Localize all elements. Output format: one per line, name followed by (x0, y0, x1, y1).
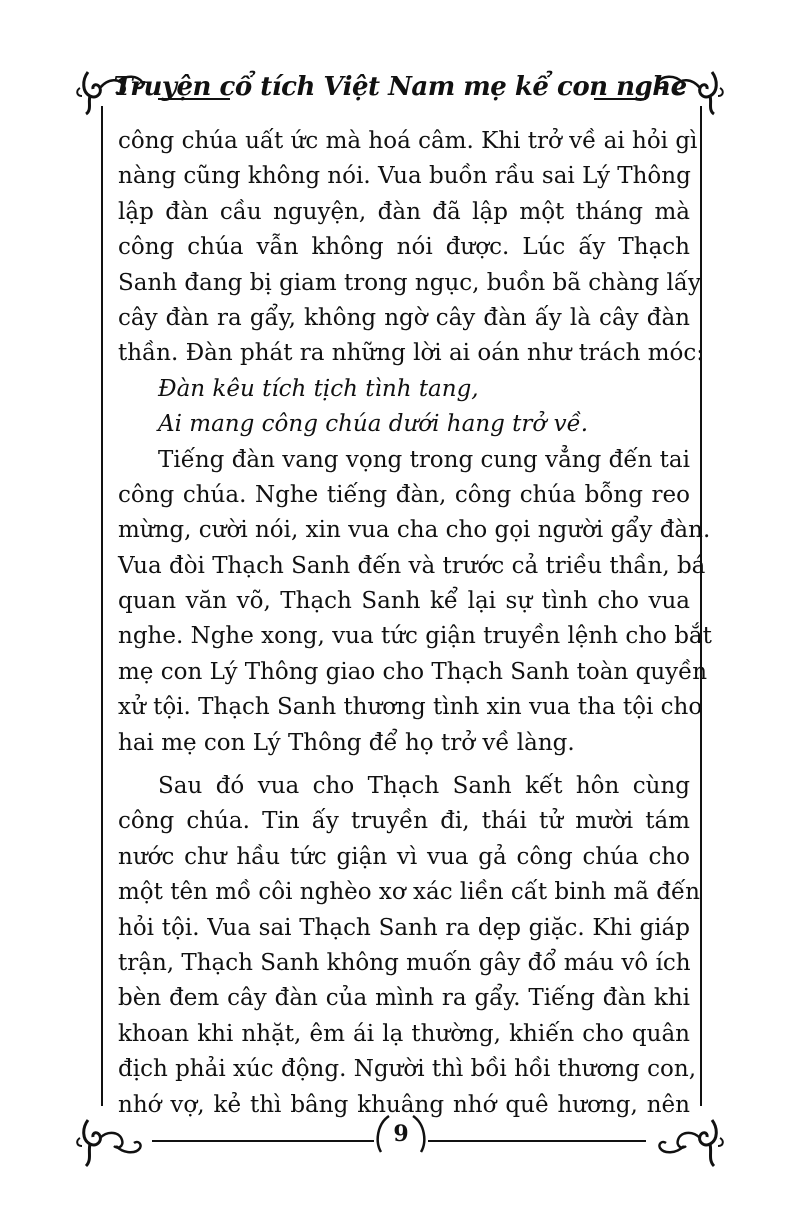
footer-rule-left (152, 1140, 374, 1142)
footer-right-flourish-ornament (646, 1110, 726, 1170)
text-line: nước chư hầu tức giận vì vua gả công chúa cho (118, 843, 690, 870)
paragraph-1 (118, 124, 705, 372)
text-line: một tên mồ côi nghèo xơ xác liền cất binh mã đến (118, 879, 700, 906)
page-footer (0, 1110, 800, 1180)
running-title: Truyện cổ tích Việt Nam mẹ kể con nghe (113, 72, 687, 102)
text-line: công chúa. Tin ấy truyền đi, thái tử mười tám (118, 808, 690, 835)
right-frame-line (700, 106, 702, 1106)
text-line: mẹ con Lý Thông giao cho Thạch Sanh toàn quyền (118, 658, 708, 685)
footer-left-flourish-ornament (74, 1110, 154, 1170)
text-line: nhớ vợ, kẻ thì bâng khuâng nhớ quê hương, nên (118, 1091, 690, 1118)
text-line: bèn đem cây đàn của mình ra gẩy. Tiếng đàn khi (118, 985, 690, 1012)
paragraph-gap (118, 761, 690, 769)
right-flourish-ornament (646, 66, 726, 116)
verse-block (118, 372, 690, 443)
left-frame-line (101, 106, 103, 1106)
text-line: Sanh đang bị giam trong ngục, buồn bã chàng lấy (118, 269, 701, 296)
text-line: quan văn võ, Thạch Sanh kể lại sự tình cho vua (118, 588, 690, 615)
text-line: công chúa uất ức mà hoá câm. Khi trở về ai hỏi gì (118, 128, 698, 154)
text-line: Sau đó vua cho Thạch Sanh kết hôn cùng (158, 773, 690, 800)
verse-line: Ai mang công chúa dưới hang trở về. (158, 411, 589, 438)
text-line: mừng, cười nói, xin vua cha cho gọi người gẩy đàn. (118, 517, 711, 544)
text-line: nàng cũng không nói. Vua buồn rầu sai Lý Thông (118, 163, 691, 190)
text-line: lập đàn cầu nguyện, đàn đã lập một tháng mà (118, 198, 690, 225)
text-line: Vua đòi Thạch Sanh đến và trước cả triều thần, bá (118, 552, 706, 579)
text-line: cây đàn ra gẩy, không ngờ cây đàn ấy là cây đàn (118, 304, 690, 331)
page-number: 9 (393, 1121, 409, 1147)
running-header (0, 66, 800, 116)
verse-line: Đàn kêu tích tịch tình tang, (158, 375, 479, 402)
text-line: địch phải xúc động. Người thì bồi hồi thương con, (118, 1056, 697, 1083)
text-line: hỏi tội. Vua sai Thạch Sanh ra dẹp giặc. Khi giáp (118, 914, 690, 941)
text-line: xử tội. Thạch Sanh thương tình xin vua tha tội cho (118, 694, 703, 721)
paragraph-2 (118, 443, 712, 762)
text-line: Tiếng đàn vang vọng trong cung vẳng đến tai (158, 446, 690, 473)
text-line: trận, Thạch Sanh không muốn gây đổ máu vô ích (118, 949, 691, 976)
text-line: khoan khi nhặt, êm ái lạ thường, khiến cho quân (118, 1020, 690, 1047)
text-line: nghe. Nghe xong, vua tức giận truyền lệnh cho bắt (118, 623, 712, 650)
body-text (118, 124, 712, 1123)
footer-rule-right (428, 1140, 646, 1142)
text-line: thần. Đàn phát ra những lời ai oán như trách móc: (118, 340, 705, 367)
paragraph-3 (118, 769, 700, 1123)
text-line: công chúa vẫn không nói được. Lúc ấy Thạch (118, 234, 690, 261)
header-rule-right (594, 98, 646, 100)
text-line: công chúa. Nghe tiếng đàn, công chúa bỗng reo (118, 481, 690, 508)
text-line: hai mẹ con Lý Thông để họ trở về làng. (118, 729, 575, 756)
